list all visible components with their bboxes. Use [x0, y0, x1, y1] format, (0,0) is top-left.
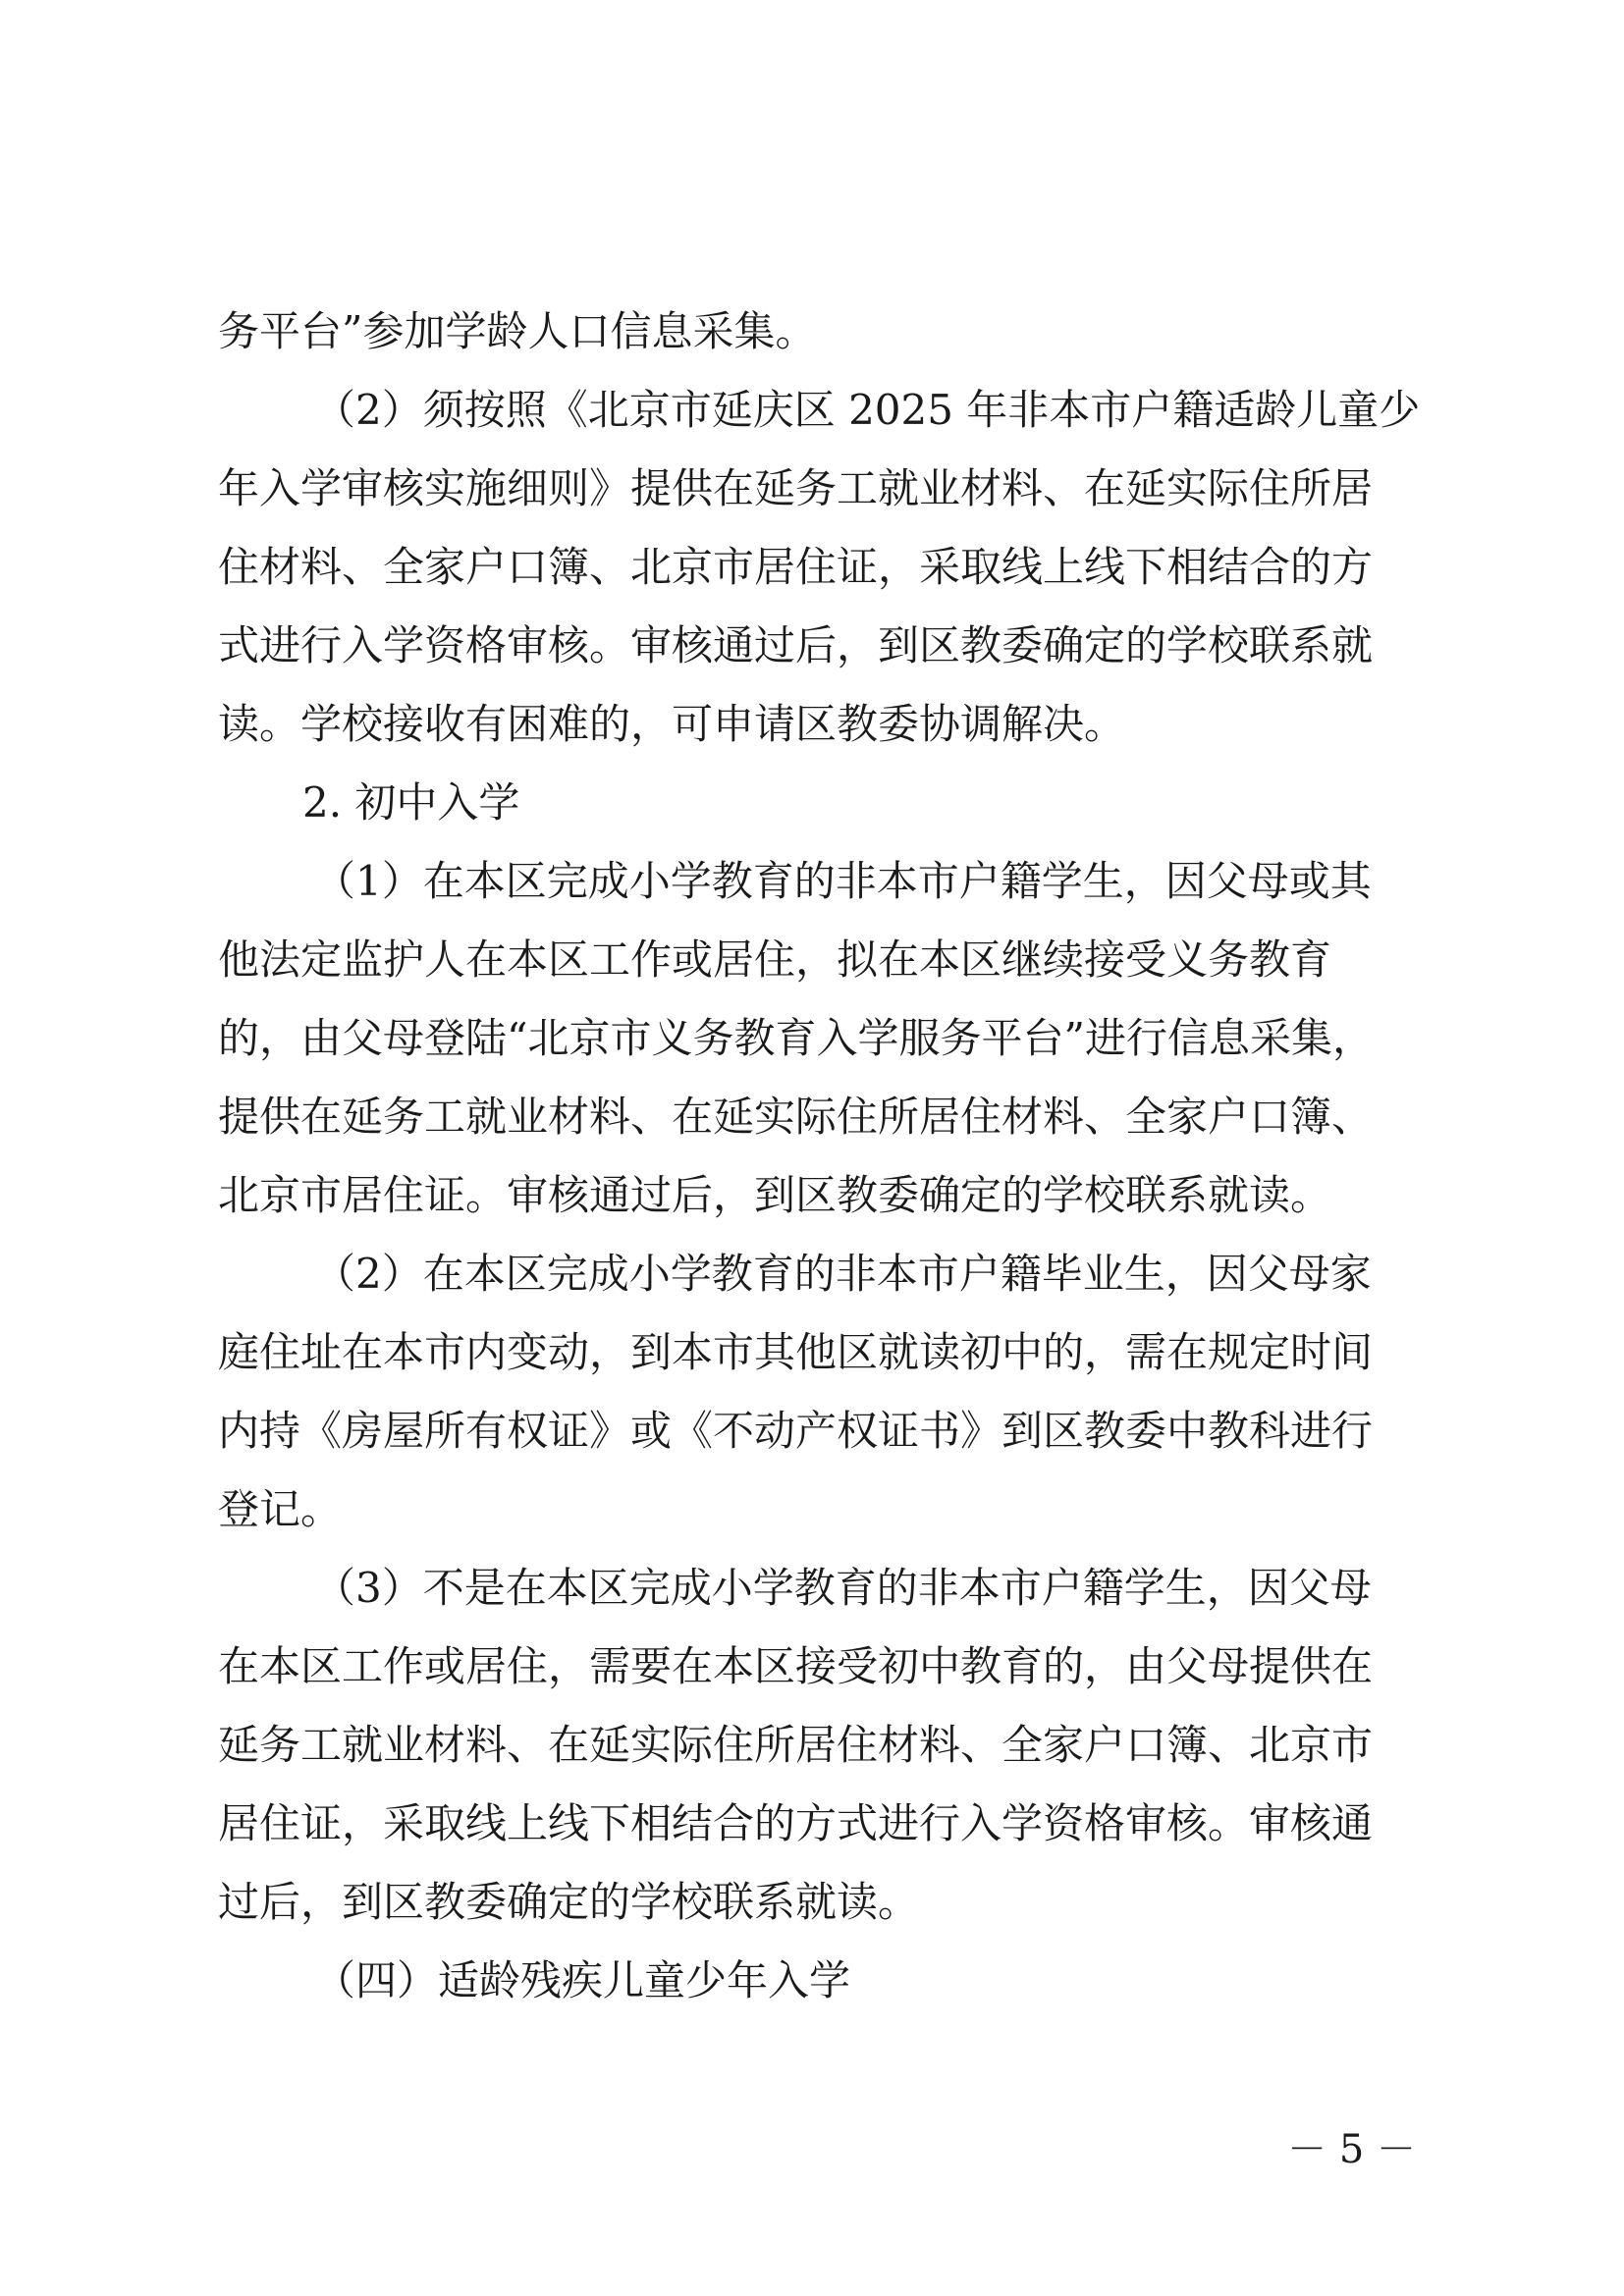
text-line: （2）在本区完成小学教育的非本市户籍毕业生，因父母家 — [314, 1250, 1372, 1298]
section-heading: 2. 初中入学 — [302, 778, 520, 827]
text-line: 内持《房屋所有权证》或《不动产权证书》到区教委中教科进行 — [218, 1407, 1374, 1455]
text-line: 他法定监护人在本区工作或居住，拟在本区继续接受义务教育 — [218, 935, 1332, 984]
text-line: 在本区工作或居住，需要在本区接受初中教育的，由父母提供在 — [218, 1642, 1374, 1690]
text-line: 居住证，采取线上线下相结合的方式进行入学资格审核。审核通 — [218, 1799, 1374, 1847]
text-line: 住材料、全家户口簿、北京市居住证，采取线上线下相结合的方 — [218, 543, 1374, 591]
text-line: （2）须按照《北京市延庆区 2025 年非本市户籍适龄儿童少 — [314, 386, 1421, 434]
page-number: － 5 － — [1287, 2127, 1416, 2172]
text-line: 式进行入学资格审核。审核通过后，到区教委确定的学校联系就 — [218, 621, 1374, 669]
text-line: 延务工就业材料、在延实际住所居住材料、全家户口簿、北京市 — [218, 1721, 1374, 1769]
text-line: 北京市居住证。审核通过后，到区教委确定的学校联系就读。 — [218, 1171, 1332, 1219]
text-line: 年入学审核实施细则》提供在延务工就业材料、在延实际住所居 — [218, 464, 1374, 512]
text-line: 务平台”参加学龄人口信息采集。 — [218, 307, 817, 355]
text-line: 过后，到区教委确定的学校联系就读。 — [218, 1878, 920, 1926]
text-line: （1）在本区完成小学教育的非本市户籍学生，因父母或其 — [314, 857, 1372, 905]
text-line: 庭住址在本市内变动，到本市其他区就读初中的，需在规定时间 — [218, 1328, 1374, 1376]
text-line: 提供在延务工就业材料、在延实际住所居住材料、全家户口簿、 — [218, 1093, 1374, 1141]
text-line: 的，由父母登陆“北京市义务教育入学服务平台”进行信息采集， — [218, 1014, 1374, 1062]
text-line: 读。学校接收有困难的，可申请区教委协调解决。 — [218, 700, 1126, 748]
text-line: 登记。 — [218, 1485, 343, 1533]
section-heading: （四）适龄残疾儿童少年入学 — [314, 1956, 851, 2004]
text-line: （3）不是在本区完成小学教育的非本市户籍学生，因父母 — [314, 1564, 1372, 1612]
